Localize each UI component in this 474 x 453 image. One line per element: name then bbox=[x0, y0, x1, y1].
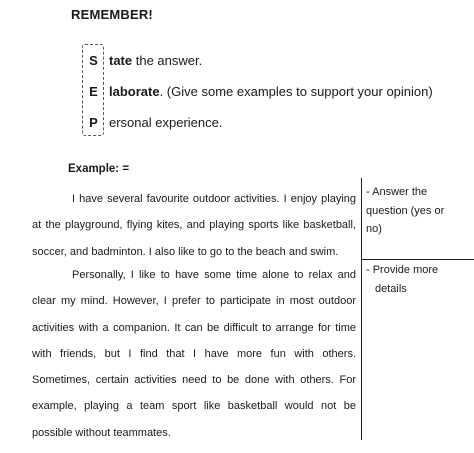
paragraph-1 bbox=[32, 186, 356, 265]
note-details bbox=[366, 261, 438, 298]
example-label: Example: = bbox=[68, 163, 130, 175]
notes-divider-horizontal bbox=[361, 259, 474, 260]
sep-rest: . (Give some examples to support your opinion) bbox=[159, 84, 433, 99]
note-line: - Provide more bbox=[366, 264, 439, 276]
sep-rest: the answer. bbox=[132, 53, 203, 68]
paragraph-2 bbox=[32, 262, 356, 446]
note-line: - Answer the bbox=[366, 186, 428, 198]
sep-bold-part: tate bbox=[109, 53, 133, 68]
note-line: details bbox=[375, 282, 407, 295]
sep-item-personal bbox=[86, 115, 222, 130]
page-title: REMEMBER! bbox=[71, 7, 153, 22]
sep-letter: E bbox=[89, 84, 98, 99]
sep-letter: S bbox=[89, 53, 98, 68]
paragraph-text: I have several favourite outdoor activities. I enjoy playing at the playground, flying kites, and playing sports like basketball, soccer, and badminton. I also like to go to the beach and swim. bbox=[32, 193, 356, 258]
sep-item-elaborate bbox=[86, 84, 433, 99]
note-line: no) bbox=[366, 223, 382, 235]
sep-rest: ersonal experience. bbox=[109, 115, 223, 130]
note-answer bbox=[366, 183, 444, 239]
paragraph-text: Personally, I like to have some time alone to relax and clear my mind. However, I prefer to participate in most outdoor activities with a companion. It can be difficult to arrange for time with friends, but I find that I have more fun with others. Sometimes, certain activities need to be done with others. For example, playing a team sport like basketball would not be possible without teammates. bbox=[32, 269, 356, 439]
sep-letter: P bbox=[89, 115, 98, 130]
note-line: question (yes or bbox=[366, 204, 445, 217]
sep-item-state bbox=[86, 53, 202, 68]
sep-bold-part: laborate bbox=[109, 84, 160, 99]
notes-divider-vertical bbox=[361, 178, 362, 440]
